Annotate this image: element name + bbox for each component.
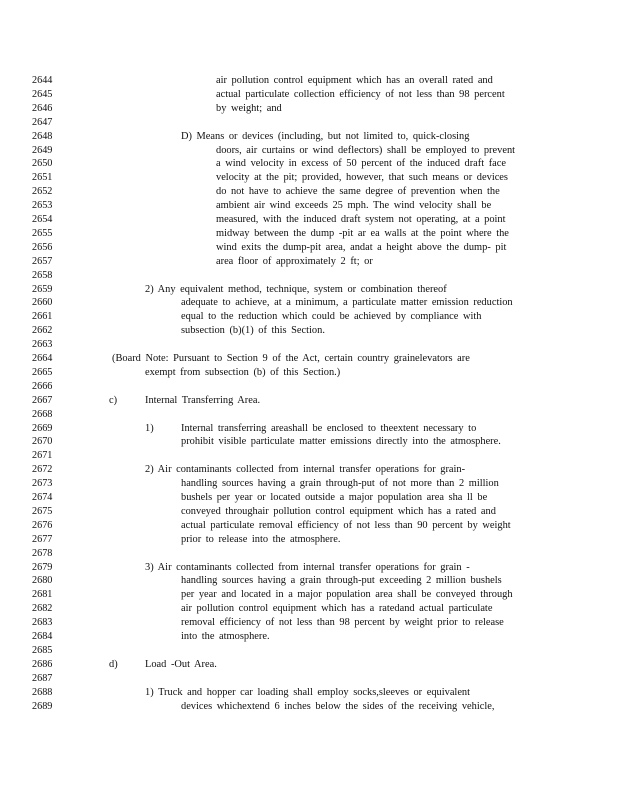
line-text: bushels per year or located outside a major population area sha ll be [181,492,488,503]
line-number: 2677 [32,533,53,545]
line-text: 2) Air contaminants collected from internal transfer operations for grain- [145,464,466,476]
line-text: prohibit visible particulate matter emissions directly into the atmosphere. [181,436,501,448]
document-line [0,366,618,380]
line-text: midway between the dump -pit ar ea walls at the point where the [216,227,509,239]
line-number: 2681 [32,589,53,601]
line-number: 2682 [32,603,53,615]
line-number: 2675 [32,505,53,517]
document-line [0,338,618,352]
line-text: wind exits the dump-pit area, andat a height above the dump- pit [216,241,507,253]
document-line [0,213,618,227]
document-line [0,269,618,283]
line-text: by weight; and [216,102,282,114]
document-line [0,658,618,672]
line-number: 2647 [32,116,53,128]
document-line [0,547,618,561]
document-line [0,686,618,700]
line-number: 2663 [32,339,53,351]
document-line [0,324,618,338]
document-line [0,672,618,686]
line-number: 2653 [32,200,53,212]
line-number: 2676 [32,519,53,531]
line-text: 1) [145,422,154,434]
line-text: doors, air curtains or wind deflectors) shall be employed to prevent [216,144,516,156]
document-line [0,296,618,310]
line-text: subsection (b)(1) of this Section. [181,325,325,337]
line-text: adequate to achieve, at a minimum, a particulate matter emission reduction [181,297,513,309]
line-number: 2683 [32,617,53,629]
document-line [0,241,618,255]
line-text: area floor of approximately 2 ft; or [216,255,373,267]
line-number: 2671 [32,450,53,462]
line-number: 2688 [32,686,53,698]
line-number: 2679 [32,561,53,573]
document-line [0,88,618,102]
document-line [0,144,618,158]
document-line [0,199,618,213]
line-number: 2646 [32,102,53,114]
document-line [0,519,618,533]
line-text-heading: Load -Out Area. [145,658,217,670]
line-number: 2661 [32,311,53,323]
line-number: 2689 [32,700,53,712]
document-line [0,602,618,616]
line-number: 2674 [32,492,53,503]
line-number: 2658 [32,269,53,281]
line-text: handling sources having a grain through-put of not more than 2 million [181,478,499,490]
line-text: prior to release into the atmosphere. [181,533,341,545]
document-line [0,435,618,449]
document-line [0,477,618,491]
line-text: handling sources having a grain through-put exceeding 2 million bushels [181,575,502,587]
line-text-heading: Internal Transferring Area. [145,394,261,406]
line-number: 2657 [32,255,53,267]
line-text: D) Means or devices (including, but not limited to, quick-closing [181,130,470,142]
document-line [0,533,618,547]
line-number: 2649 [32,144,53,156]
document-line [0,561,618,575]
document-line [0,630,618,644]
line-number: 2669 [32,422,53,434]
line-number: 2686 [32,658,53,670]
line-text: per year and located in a major population area shall be conveyed through [181,589,513,601]
document-line [0,505,618,519]
line-text: actual particulate removal efficiency of not less than 90 percent by weight [181,519,511,531]
line-text: devices whichextend 6 inches below the sides of the receiving vehicle, [181,700,495,712]
line-text: 3) Air contaminants collected from internal transfer operations for grain - [145,561,470,573]
line-number: 2652 [32,186,53,198]
document-line [0,616,618,630]
document-line [0,310,618,324]
line-number: 2673 [32,478,53,490]
line-number: 2648 [32,130,53,142]
line-text: do not have to achieve the same degree of prevention when the [216,186,500,198]
line-number: 2664 [32,353,53,364]
document-line [0,644,618,658]
document-line [0,102,618,116]
line-number: 2656 [32,241,53,253]
document-line [0,700,618,714]
document-line [0,227,618,241]
line-number: 2684 [32,631,53,642]
document-line [0,574,618,588]
document-line [0,394,618,408]
document-line [0,157,618,171]
line-number: 2685 [32,644,53,656]
document-line [0,422,618,436]
line-number: 2644 [32,75,53,86]
line-text: velocity at the pit; provided, however, that such means or devices [216,172,508,184]
line-text: air pollution control equipment which has an overall rated and [216,75,493,86]
document-line [0,408,618,422]
line-text: c) [109,394,118,406]
line-text: 2) Any equivalent method, technique, system or combination thereof [145,283,447,295]
document-line [0,130,618,144]
document-line [0,74,618,88]
line-text: air pollution control equipment which has a ratedand actual particulate [181,603,493,615]
document-line [0,171,618,185]
line-number: 2667 [32,394,53,406]
document-line [0,255,618,269]
document-line [0,352,618,366]
line-text: measured, with the induced draft system not operating, at a point [216,214,506,225]
line-text: actual particulate collection efficiency of not less than 98 percent [216,88,505,100]
line-text: a wind velocity in excess of 50 percent of the induced draft face [216,158,507,170]
document-line [0,463,618,477]
line-text: (Board Note: Pursuant to Section 9 of the Act, certain country grainelevators are [112,353,470,364]
line-number: 2654 [32,214,53,225]
line-number: 2651 [32,172,53,184]
line-text: exempt from subsection (b) of this Section.) [145,366,341,378]
line-number: 2659 [32,283,53,295]
document-line [0,185,618,199]
line-text: d) [109,658,118,670]
line-text: equal to the reduction which could be achieved by compliance with [181,311,482,323]
line-number: 2687 [32,672,53,684]
line-number: 2680 [32,575,53,587]
line-number: 2670 [32,436,53,448]
document-line [0,380,618,394]
line-text-heading: Internal transferring areashall be enclosed to theextent necessary to [181,422,477,434]
document-line [0,116,618,130]
line-text: removal efficiency of not less than 98 percent by weight prior to release [181,617,504,629]
document-line [0,491,618,505]
line-number: 2645 [32,88,53,100]
line-text: conveyed throughair pollution control equipment which has a rated and [181,505,496,517]
line-number: 2655 [32,227,53,239]
line-text: ambient air wind exceeds 25 mph. The wind velocity shall be [216,200,492,212]
document-line [0,283,618,297]
document-line [0,449,618,463]
line-number: 2662 [32,325,53,337]
line-number: 2668 [32,408,53,420]
line-text: 1) Truck and hopper car loading shall employ socks,sleeves or equivalent [145,686,471,698]
line-number: 2672 [32,464,53,476]
line-number: 2650 [32,158,53,170]
document-line [0,588,618,602]
line-text: into the atmosphere. [181,631,270,642]
line-number: 2665 [32,366,53,378]
line-number: 2666 [32,380,53,392]
line-number: 2660 [32,297,53,309]
line-number: 2678 [32,547,53,559]
